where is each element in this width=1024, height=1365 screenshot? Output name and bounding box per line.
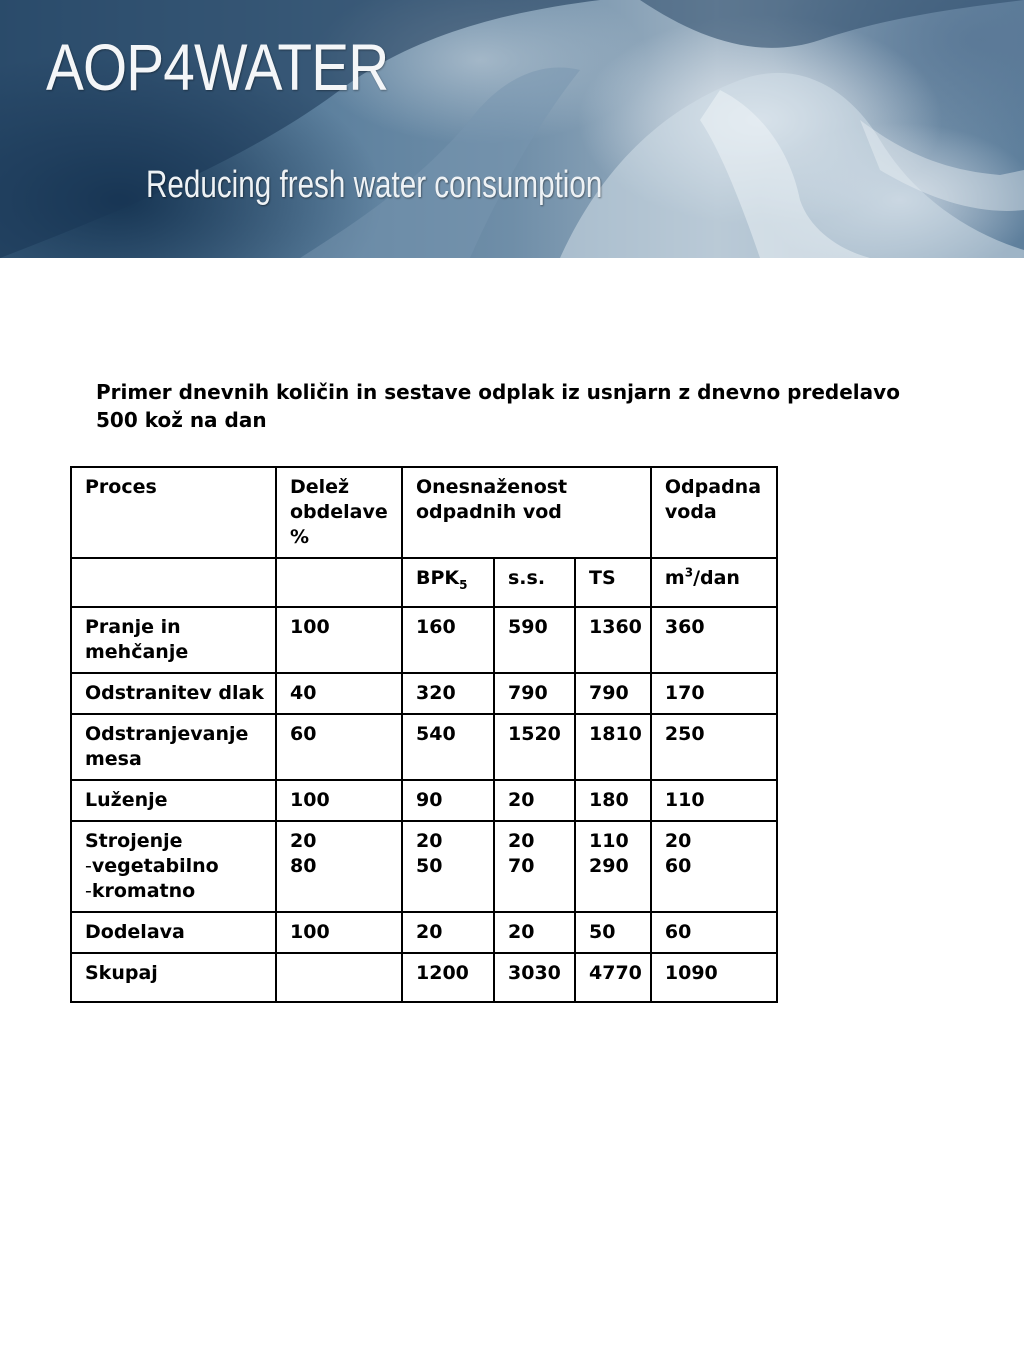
cell-delez: 100	[276, 607, 402, 673]
cell-voda: 60	[651, 912, 777, 953]
strojenje-sub1: vegetabilno	[91, 855, 219, 877]
subheader-unit-dan: /dan	[693, 567, 740, 589]
cell-proces: Odstranitev dlak	[71, 673, 276, 714]
strojenje-sub2: kromatno	[91, 880, 196, 902]
strojenje-subitem: -kromatno	[85, 880, 196, 902]
table-subheader-row	[71, 558, 777, 607]
header-delez: Delež obdelave %	[276, 467, 402, 558]
cell-proces-strojenje	[71, 821, 276, 912]
subheader-unit	[651, 558, 777, 607]
header-odpadna-voda: Odpadna voda	[651, 467, 777, 558]
cell-bpk: 90	[402, 780, 494, 821]
cell-ts: 180	[575, 780, 651, 821]
cell-delez: 60	[276, 714, 402, 780]
cell-delez: 40	[276, 673, 402, 714]
table-total-row	[71, 953, 777, 1002]
subheader-empty-1	[71, 558, 276, 607]
table-row	[71, 912, 777, 953]
strojenje-title: Strojenje	[85, 830, 183, 852]
cell-voda: 20 60	[651, 821, 777, 912]
strojenje-subitem: -vegetabilno	[85, 855, 219, 877]
cell-voda: 1090	[651, 953, 777, 1002]
cell-voda: 170	[651, 673, 777, 714]
cell-ts: 790	[575, 673, 651, 714]
cell-voda: 360	[651, 607, 777, 673]
cell-bpk: 320	[402, 673, 494, 714]
cell-delez: 100	[276, 912, 402, 953]
cell-ss: 20 70	[494, 821, 575, 912]
brand-tagline: Reducing fresh water consumption	[146, 164, 603, 206]
table-header-row	[71, 467, 777, 558]
cell-ss: 20	[494, 780, 575, 821]
subheader-unit-m: m	[664, 567, 685, 589]
cell-ss: 3030	[494, 953, 575, 1002]
cell-delez: 100	[276, 780, 402, 821]
header-proces: Proces	[71, 467, 276, 558]
cell-ss: 590	[494, 607, 575, 673]
wastewater-table	[70, 466, 778, 1003]
cell-bpk: 160	[402, 607, 494, 673]
table-row	[71, 780, 777, 821]
subheader-bpk	[402, 558, 494, 607]
header-onesnazenost: Onesnaženost odpadnih vod	[402, 467, 651, 558]
cell-ts: 1810	[575, 714, 651, 780]
cell-voda: 110	[651, 780, 777, 821]
cell-ss: 20	[494, 912, 575, 953]
subheader-unit-superscript: 3	[684, 565, 694, 580]
subheader-ss: s.s.	[494, 558, 575, 607]
cell-ss: 790	[494, 673, 575, 714]
cell-proces: Odstranjevanje mesa	[71, 714, 276, 780]
cell-delez	[276, 953, 402, 1002]
cell-bpk: 1200	[402, 953, 494, 1002]
cell-proces: Skupaj	[71, 953, 276, 1002]
table-row	[71, 714, 777, 780]
header-banner	[0, 0, 1024, 258]
subheader-empty-2	[276, 558, 402, 607]
cell-ss: 1520	[494, 714, 575, 780]
subheader-bpk-subscript: 5	[459, 577, 468, 592]
brand-title: AOP4WATER	[46, 30, 389, 104]
table-row	[71, 607, 777, 673]
table-row-strojenje	[71, 821, 777, 912]
cell-bpk: 20 50	[402, 821, 494, 912]
cell-ts: 1360	[575, 607, 651, 673]
subheader-bpk-label: BPK	[416, 567, 460, 589]
cell-proces: Luženje	[71, 780, 276, 821]
table-row	[71, 673, 777, 714]
cell-ts: 50	[575, 912, 651, 953]
cell-bpk: 20	[402, 912, 494, 953]
cell-ts: 110 290	[575, 821, 651, 912]
subheader-ts: TS	[575, 558, 651, 607]
cell-delez: 20 80	[276, 821, 402, 912]
cell-ts: 4770	[575, 953, 651, 1002]
cell-bpk: 540	[402, 714, 494, 780]
table-caption: Primer dnevnih količin in sestave odplak iz usnjarn z dnevno predelavo 500 kož na dan	[96, 380, 900, 432]
cell-proces: Pranje in mehčanje	[71, 607, 276, 673]
cell-voda: 250	[651, 714, 777, 780]
cell-proces: Dodelava	[71, 912, 276, 953]
